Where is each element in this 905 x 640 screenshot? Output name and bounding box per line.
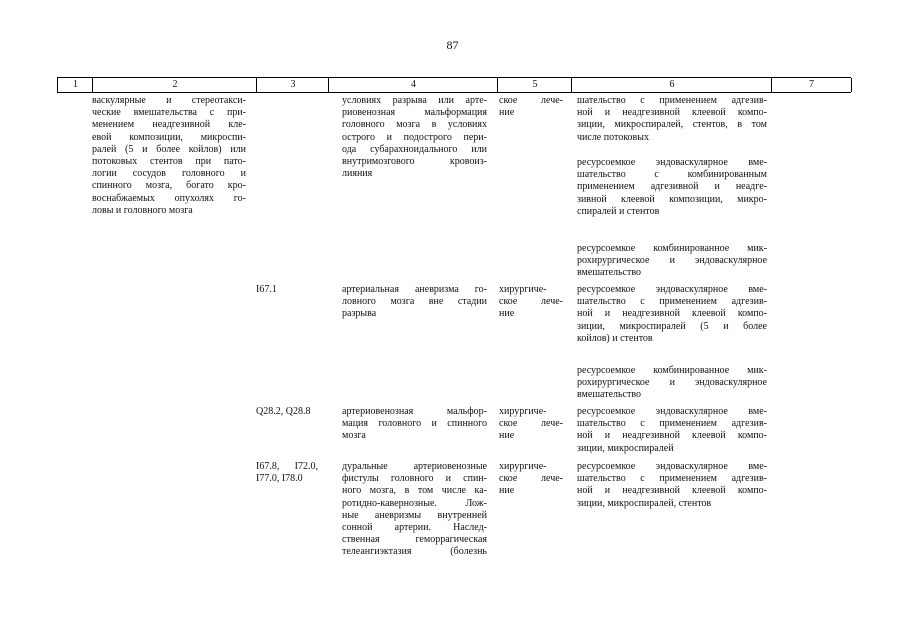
treatment-type-cell: хирургиче- ское лече- ние xyxy=(499,461,563,497)
method-cell: ресурсоемкое комбинированное мик- рохирургическое и эндоваскулярное вмешательство xyxy=(577,365,767,401)
method-cell: ресурсоемкое эндоваскулярное вме- шательство с применением адгезив- ной и неадгезивной клеевой компо- зиции, микроспиралей, стентов xyxy=(577,461,767,509)
treatment-type-cell: хирургиче- ское лече- ние xyxy=(499,284,563,320)
column-header-6: 6 xyxy=(571,78,772,92)
icd-code-cell: Q28.2, Q28.8 xyxy=(256,406,311,417)
page-number: 87 xyxy=(446,38,459,52)
icd-code-cell: I67.1 xyxy=(256,284,277,295)
column-header-4: 4 xyxy=(328,78,498,92)
column-header-3: 3 xyxy=(256,78,329,92)
column-header-7: 7 xyxy=(771,78,852,92)
condition-cell: дуральные артериовенозные фистулы головного и спин- ного мозга, в том числе ка- ротидно-кавернозные. Лож- ные аневризмы внутренней сонной артерии. Наслед- ственная геморрагическая телеангиэктазия (болезнь xyxy=(342,461,487,558)
intervention-group-description: васкулярные и стереотакси- ческие вмешательства с при- менением неадгезивной кле- евой композиции, микроспи- ралей (5 и более койлов) или потоковых стентов при пато- логии сосудов головного и спинного мозга, богато кро- воснабжаемых опухолях го- ловы и головного мозга xyxy=(92,95,246,216)
column-header-5: 5 xyxy=(497,78,572,92)
method-cell: шательство с применением адгезив- ной и неадгезивной клеевой компо- зиции, микроспиралей, стентов, в том числе потоковых xyxy=(577,95,767,143)
icd-code-cell: I67.8, I72.0, I77.0, I78.0 xyxy=(256,461,318,485)
condition-cell: артериовенозная мальфор- мация головного и спинного мозга xyxy=(342,406,487,442)
method-cell: ресурсоемкое комбинированное мик- рохирургическое и эндоваскулярное вмешательство xyxy=(577,243,767,279)
method-cell: ресурсоемкое эндоваскулярное вме- шательство с применением адгезив- ной и неадгезивной клеевой компо- зиции, микроспиралей (5 и более койлов) и стентов xyxy=(577,284,767,344)
table-header-row xyxy=(57,77,851,93)
method-cell: ресурсоемкое эндоваскулярное вме- шательство с применением адгезив- ной и неадгезивной клеевой компо- зиции, микроспиралей xyxy=(577,406,767,454)
condition-cell: условиях разрыва или арте- риовенозная мальформация головного мозга в условиях острого и подострого пери- ода субарахноидального или внутримозгового кровоиз- лияния xyxy=(342,95,487,180)
condition-cell: артериальная аневризма го- ловного мозга вне стадии разрыва xyxy=(342,284,487,320)
treatment-type-cell: ское лече- ние xyxy=(499,95,563,119)
column-header-2: 2 xyxy=(92,78,257,92)
column-header-1: 1 xyxy=(57,78,93,92)
method-cell: ресурсоемкое эндоваскулярное вме- шательство с комбинированным применением адгезивной и неадге- зивной клеевой композиции, микро- спиралей и стентов xyxy=(577,157,767,217)
treatment-type-cell: хирургиче- ское лече- ние xyxy=(499,406,563,442)
